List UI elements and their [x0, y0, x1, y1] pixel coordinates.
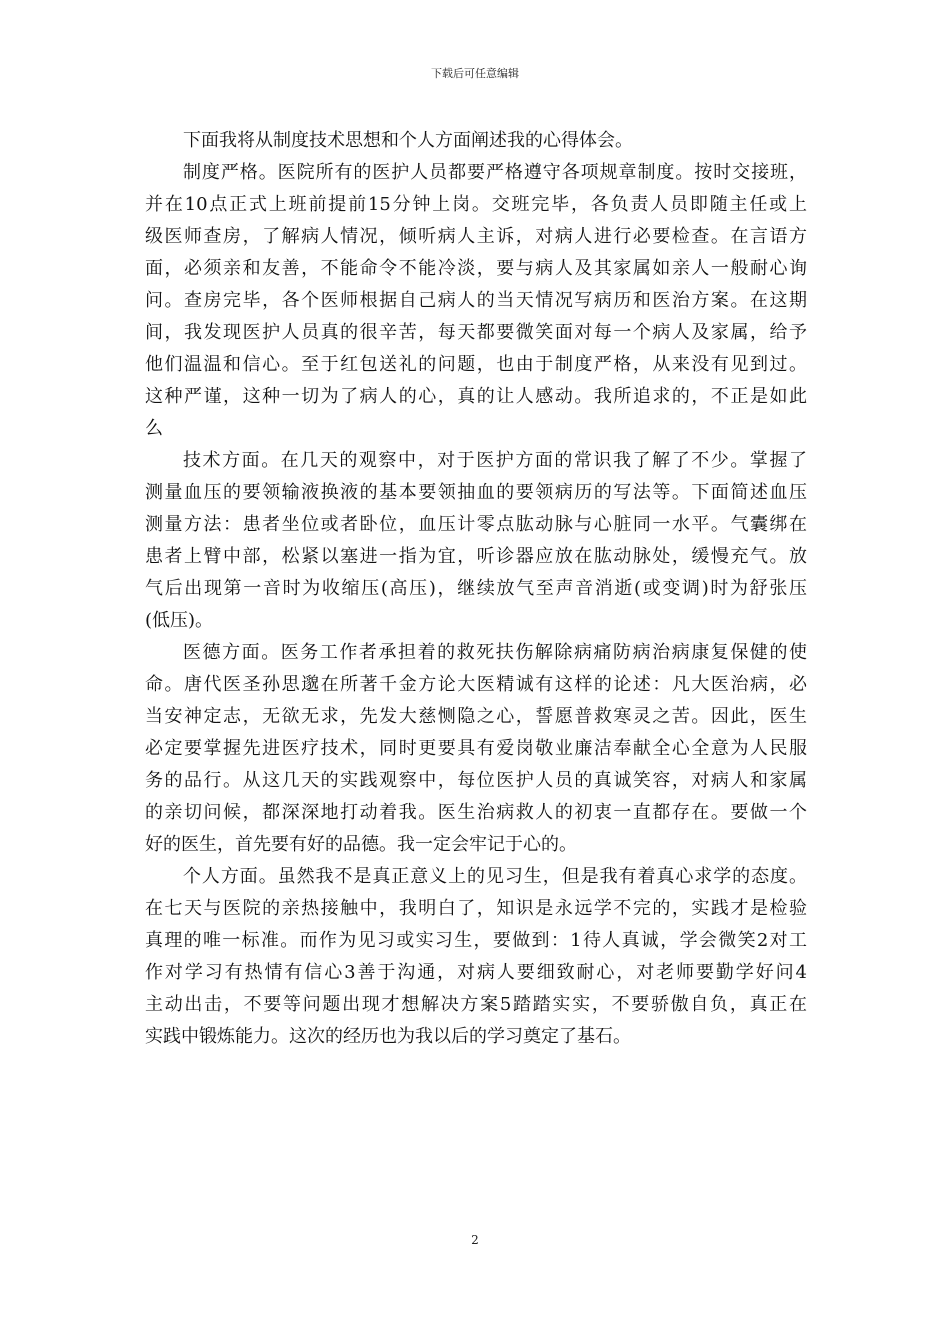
text-line: 制度严格。医院所有的医护人员都要严格遵守各项规章制度。按时交接班，: [183, 162, 807, 183]
text-line: 个人方面。虽然我不是真正意义上的见习生，但是我有着真心求学的态度。: [183, 866, 807, 887]
text-line: 的亲切问候，都深深地打动着我。医生治病救人的初衷一直都存在。要做一个: [145, 802, 807, 823]
text-line: 测量方法：患者坐位或者卧位，血压计零点肱动脉与心脏同一水平。气囊绑在: [145, 514, 807, 535]
text-line: 面，必须亲和友善，不能命令不能冷淡，要与病人及其家属如亲人一般耐心询: [145, 258, 807, 279]
text-line: 命。唐代医圣孙思邈在所著千金方论大医精诚有这样的论述：凡大医治病，必: [145, 674, 807, 695]
text-line: 作对学习有热情有信心3善于沟通，对病人要细致耐心，对老师要勤学好问4: [145, 962, 807, 983]
text-line: 好的医生，首先要有好的品德。我一定会牢记于心的。: [145, 834, 577, 855]
text-line: 必定要掌握先进医疗技术，同时更要具有爱岗敬业廉洁奉献全心全意为人民服: [145, 738, 807, 759]
text-line: 这种严谨，这种一切为了病人的心，真的让人感动。我所追求的，不正是如此: [145, 386, 807, 407]
text-line: 测量血压的要领输液换液的基本要领抽血的要领病历的写法等。下面简述血压: [145, 482, 807, 503]
paragraph-intro: [145, 125, 807, 157]
text-line: 问。查房完毕，各个医师根据自己病人的当天情况写病历和医治方案。在这期: [145, 290, 807, 311]
text-line: 务的品行。从这几天的实践观察中，每位医护人员的真诚笑容，对病人和家属: [145, 770, 807, 791]
paragraph-personal: [145, 861, 807, 1053]
text-line: 技术方面。在几天的观察中，对于医护方面的常识我了解了不少。掌握了: [183, 450, 807, 471]
text-line: (低压)。: [145, 610, 214, 631]
text-line: 真理的唯一标准。而作为见习或实习生，要做到：1待人真诚，学会微笑2对工: [145, 930, 807, 951]
page-number: 2: [471, 1233, 479, 1247]
paragraph-technique: [145, 445, 807, 637]
document-body: [145, 125, 807, 1053]
text-line: 当安神定志，无欲无求，先发大慈恻隐之心，誓愿普救寒灵之苦。因此，医生: [145, 706, 807, 727]
text-line: 主动出击，不要等问题出现才想解决方案5踏踏实实，不要骄傲自负，真正在: [145, 994, 807, 1015]
text-line: 实践中锻炼能力。这次的经历也为我以后的学习奠定了基石。: [145, 1026, 631, 1047]
text-line: 患者上臂中部，松紧以塞进一指为宜，听诊器应放在肱动脉处，缓慢充气。放: [145, 546, 807, 567]
text-line: 气后出现第一音时为收缩压(高压)，继续放气至声音消逝(或变调)时为舒张压: [145, 578, 807, 599]
text-line: 他们温温和信心。至于红包送礼的问题，也由于制度严格，从来没有见到过。: [145, 354, 807, 375]
text-line: 下面我将从制度技术思想和个人方面阐述我的心得体会。: [183, 130, 633, 151]
text-line: 并在10点正式上班前提前15分钟上岗。交班完毕，各负责人员即随主任或上: [145, 194, 807, 215]
text-line: 医德方面。医务工作者承担着的救死扶伤解除病痛防病治病康复保健的使: [183, 642, 807, 663]
text-line: 么: [145, 418, 163, 439]
page-header: 下载后可任意编辑: [431, 67, 519, 80]
text-line: 在七天与医院的亲热接触中，我明白了，知识是永远学不完的，实践才是检验: [145, 898, 807, 919]
text-line: 间，我发现医护人员真的很辛苦，每天都要微笑面对每一个病人及家属，给予: [145, 322, 807, 343]
text-line: 级医师查房，了解病人情况，倾听病人主诉，对病人进行必要检查。在言语方: [145, 226, 807, 247]
paragraph-ethics: [145, 637, 807, 861]
paragraph-system: [145, 157, 807, 445]
